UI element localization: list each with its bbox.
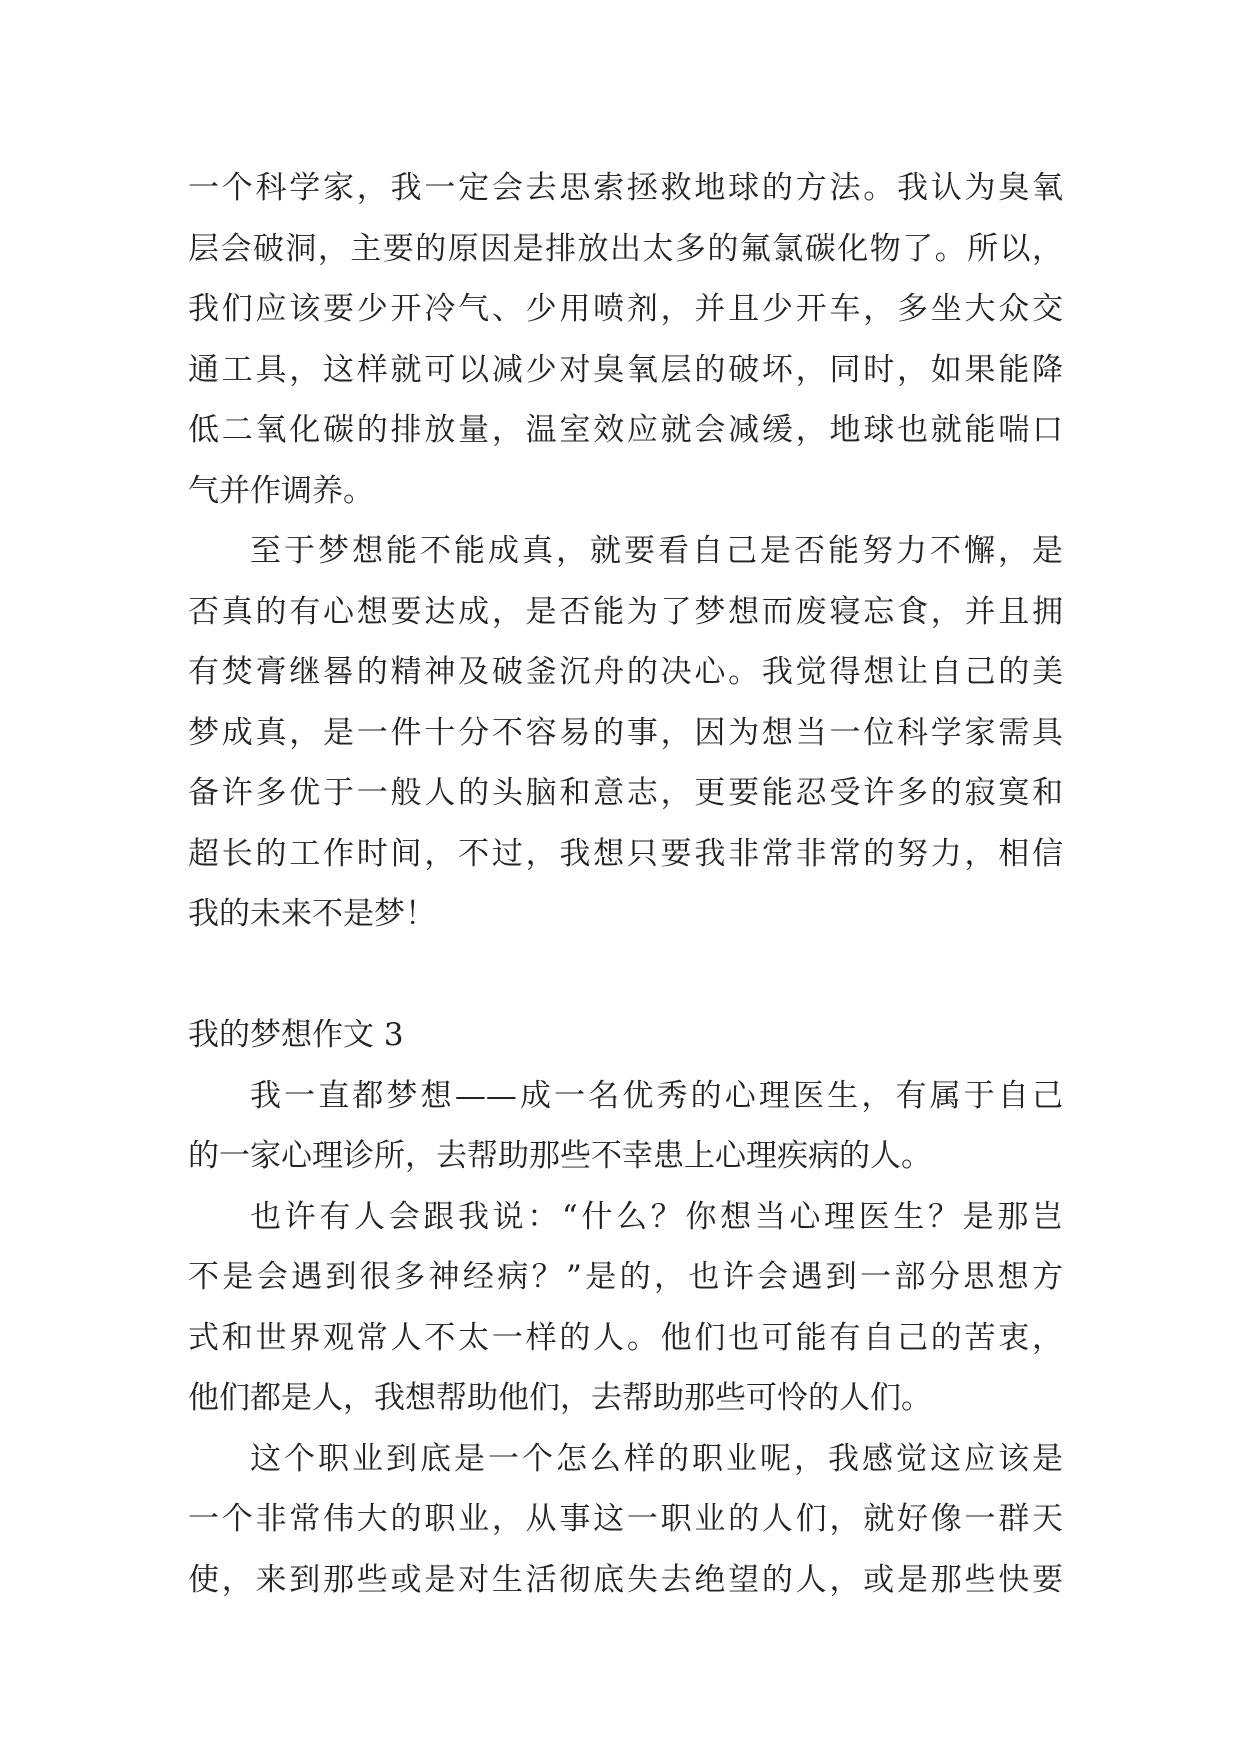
text-line: 至于梦想能不能成真，就要看自己是否能努力不懈，是: [250, 533, 1063, 569]
text-line: 我们应该要少开冷气、少用喷剂，并且少开车，多坐大众交: [188, 291, 1063, 327]
text-line: 一个非常伟大的职业，从事这一职业的人们，就好像一群天: [188, 1501, 1063, 1537]
text-line: 他们都是人，我想帮助他们，去帮助那些可怜的人们。: [188, 1380, 932, 1416]
text-line: 这个职业到底是一个怎么样的职业呢，我感觉这应该是: [250, 1440, 1063, 1477]
text-line: 否真的有心想要达成，是否能为了梦想而废寝忘食，并且拥: [188, 593, 1063, 630]
paragraph-psychologist-dream: [188, 1066, 1063, 1187]
text-line: 低二氧化碳的排放量，温室效应就会减缓，地球也就能喘口: [188, 412, 1063, 448]
text-line: 我的未来不是梦！: [188, 896, 436, 932]
text-line: 层会破洞，主要的原因是排放出太多的氟氯碳化物了。所以，: [188, 230, 1063, 267]
text-line: 使，来到那些或是对生活彻底失去绝望的人，或是那些快要: [188, 1561, 1063, 1598]
text-line: 的一家心理诊所，去帮助那些不幸患上心理疾病的人。: [188, 1138, 932, 1174]
text-line: 一个科学家，我一定会去思索拯救地球的方法。我认为臭氧: [188, 170, 1063, 206]
paragraph-profession: [188, 1429, 1063, 1611]
section-heading: 我的梦想作文 3: [188, 1017, 404, 1053]
text-line: 备许多优于一般人的头脑和意志，更要能忍受许多的寂寞和: [188, 775, 1063, 811]
paragraph-ozone: [188, 158, 1063, 521]
text-line: 式和世界观常人不太一样的人。他们也可能有自己的苦衷，: [188, 1319, 1063, 1356]
text-line: 不是会遇到很多神经病？”是的，也许会遇到一部分思想方: [188, 1259, 1063, 1295]
document-body: [188, 158, 1063, 1610]
paragraph-others-opinion: [188, 1187, 1063, 1429]
text-line: 通工具，这样就可以减少对臭氧层的破坏，同时，如果能降: [188, 351, 1063, 388]
text-line: 超长的工作时间，不过，我想只要我非常非常的努力，相信: [188, 835, 1063, 872]
text-line: 梦成真，是一件十分不容易的事，因为想当一位科学家需具: [188, 714, 1063, 751]
text-line: 气并作调养。: [188, 472, 374, 509]
paragraph-spacer: [188, 945, 1063, 1006]
paragraph-dream-reality: [188, 521, 1063, 945]
text-line: 也许有人会跟我说：“什么？你想当心理医生？是那岂: [250, 1198, 1063, 1235]
text-line: 我一直都梦想——成一名优秀的心理医生，有属于自己: [250, 1077, 1063, 1114]
text-line: 有焚膏继晷的精神及破釜沉舟的决心。我觉得想让自己的美: [188, 654, 1063, 690]
